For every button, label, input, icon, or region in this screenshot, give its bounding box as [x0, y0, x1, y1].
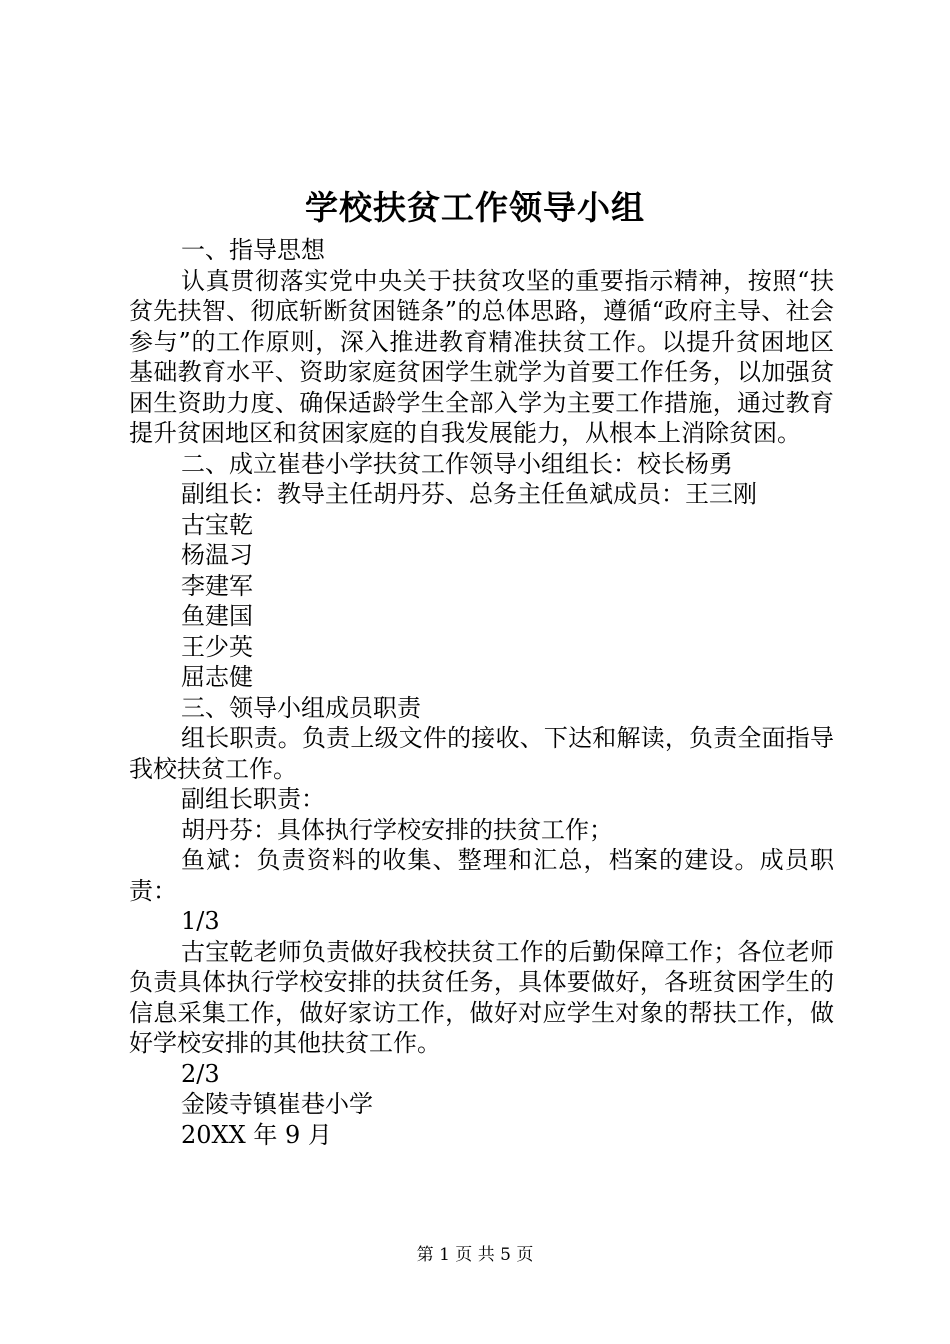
paragraph: 1/3 [181, 907, 220, 935]
paragraph: 副组长职责： [181, 785, 325, 813]
paragraph: 一、指导思想 [181, 236, 325, 264]
paragraph: 鱼建国 [181, 602, 253, 630]
page-footer: 第 1 页 共 5 页 [416, 1245, 534, 1265]
document-body [129, 235, 834, 1150]
paragraph: 组长职责。负责上级文件的接收、下达和解读，负责全面指导我校扶贫工作。 [129, 724, 834, 783]
paragraph: 鱼斌：负责资料的收集、整理和汇总，档案的建设。成员职责： [129, 846, 834, 905]
paragraph: 二、成立崔巷小学扶贫工作领导小组组长：校长杨勇 [181, 449, 733, 478]
paragraph: 副组长：教导主任胡丹芬、总务主任鱼斌成员：王三刚 [181, 480, 757, 508]
paragraph: 王少英 [181, 632, 253, 661]
document-title: 学校扶贫工作领导小组 [305, 188, 645, 227]
paragraph: 2/3 [181, 1059, 220, 1088]
paragraph: 屈志健 [181, 663, 253, 691]
paragraph: 金陵寺镇崔巷小学 [181, 1090, 373, 1118]
paragraph: 三、领导小组成员职责 [181, 693, 421, 722]
paragraph: 20XX 年 9 月 [181, 1120, 332, 1149]
paragraph: 认真贯彻落实党中央关于扶贫攻坚的重要指示精神，按照“扶贫先扶智、彻底斩断贫困链条”的总体思路，遵循“政府主导、社会参与”的工作原则，深入推进教育精准扶贫工作。以提升贫困地区基础教育水平、资助家庭贫困学生就学为首要工作任务，以加强贫困生资助力度、确保适龄学生全部入学为主要工作措施，通过教育提升贫困地区和贫困家庭的自我发展能力，从根本上消除贫困。 [129, 266, 834, 447]
paragraph: 胡丹芬：具体执行学校安排的扶贫工作； [181, 815, 613, 844]
paragraph: 古宝乾 [181, 510, 253, 539]
paragraph: 李建军 [181, 571, 253, 600]
paragraph: 古宝乾老师负责做好我校扶贫工作的后勤保障工作；各位老师负责具体执行学校安排的扶贫任务，具体要做好，各班贫困学生的信息采集工作，做好家访工作，做好对应学生对象的帮扶工作，做好学校安排的其他扶贫工作。 [129, 937, 834, 1057]
paragraph: 杨温习 [181, 541, 253, 569]
